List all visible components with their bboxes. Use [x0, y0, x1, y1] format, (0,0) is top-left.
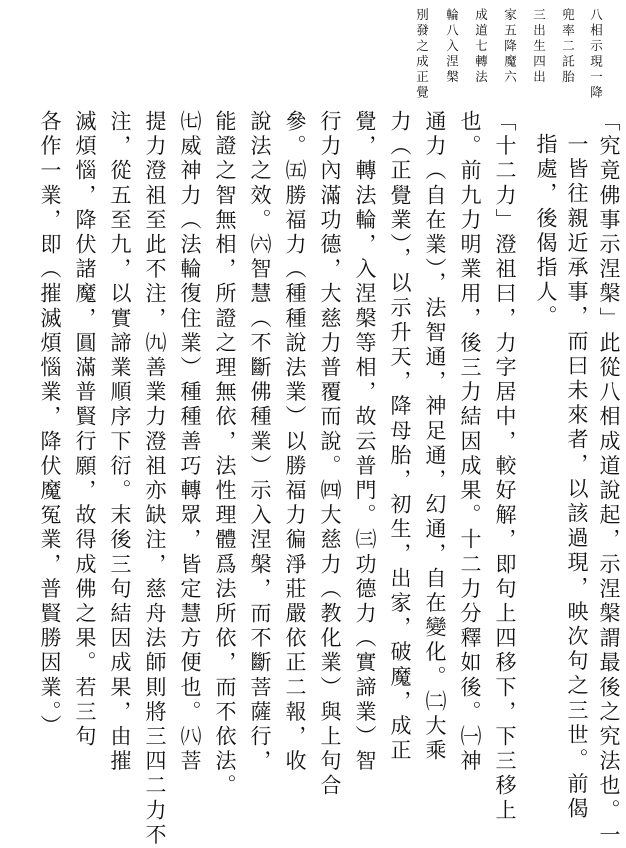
text-column: 「究竟佛事示涅槃」此從八相成道說起，示涅槃謂最後之究法也。一	[597, 110, 621, 848]
text-column: 各作一業，即（摧滅煩惱業，降伏魔冤業，普賢勝因業。）	[38, 110, 62, 740]
side-note-column: 八相示現一降	[588, 8, 604, 101]
side-note-column: 三出生四出	[531, 8, 547, 86]
text-column: 參。㈤勝福力（種種說法業）以勝福力徧淨莊嚴依正二報，收	[283, 110, 307, 775]
side-note-column: 成道七轉法	[473, 8, 489, 86]
text-column: 說法之效。㈥智慧（不斷佛種業）示入涅槃，而不斷菩薩行，	[248, 110, 272, 775]
side-note-column: 輪八入涅槃	[444, 8, 460, 86]
text-column: 指處，後偈指人。	[534, 133, 558, 330]
text-column: 覺，轉法輪，入涅槃等相，故云普門。㈢功德力（實諦業）智	[353, 110, 377, 775]
text-column: 能證之智無相，所證之理無依，法性理體爲法所依，而不依法。	[213, 110, 237, 799]
side-note-column: 家五降魔六	[502, 8, 518, 86]
text-column: 滅煩惱，降伏諸魔，圓滿普賢行願，故得成佛之果。若三句	[73, 110, 97, 750]
text-column: 提力澄祖至此不注，㈨善業力澄祖亦缺注，慈舟法師則將三四二力不	[143, 110, 167, 848]
text-column: 力（正覺業），以示升天，降母胎，初生，出家，破魔，成正	[388, 110, 412, 764]
text-column: ㈦威神力（法輪復住業）種種善巧轉眾，皆定慧方便也。㈧菩	[178, 110, 202, 775]
side-note-column: 兜率二託胎	[560, 8, 576, 86]
text-column: 「十二力」澄祖曰，力字居中，較好解，即句上四移下，下三移上	[493, 110, 517, 824]
text-column: 行力內滿功德，大慈力普覆而說。㈣大慈力（教化業）與上句合	[318, 110, 342, 799]
side-note-column: 別發之成正覺	[414, 8, 430, 101]
text-column: 也。前九力明業用，後三力結因成果。十二力分釋如後。㈠神	[458, 110, 482, 775]
text-column: 通力（自在業），法智通，神足通，幻通，自在變化。㈡大乘	[423, 110, 447, 764]
text-column: 注，從五至九，以實諦業順序下衍。末後三句結因成果，由摧	[108, 110, 132, 775]
text-column: 一皆往親近承事，而曰未來者，以該過現，映次句之三世。前偈	[565, 133, 589, 822]
